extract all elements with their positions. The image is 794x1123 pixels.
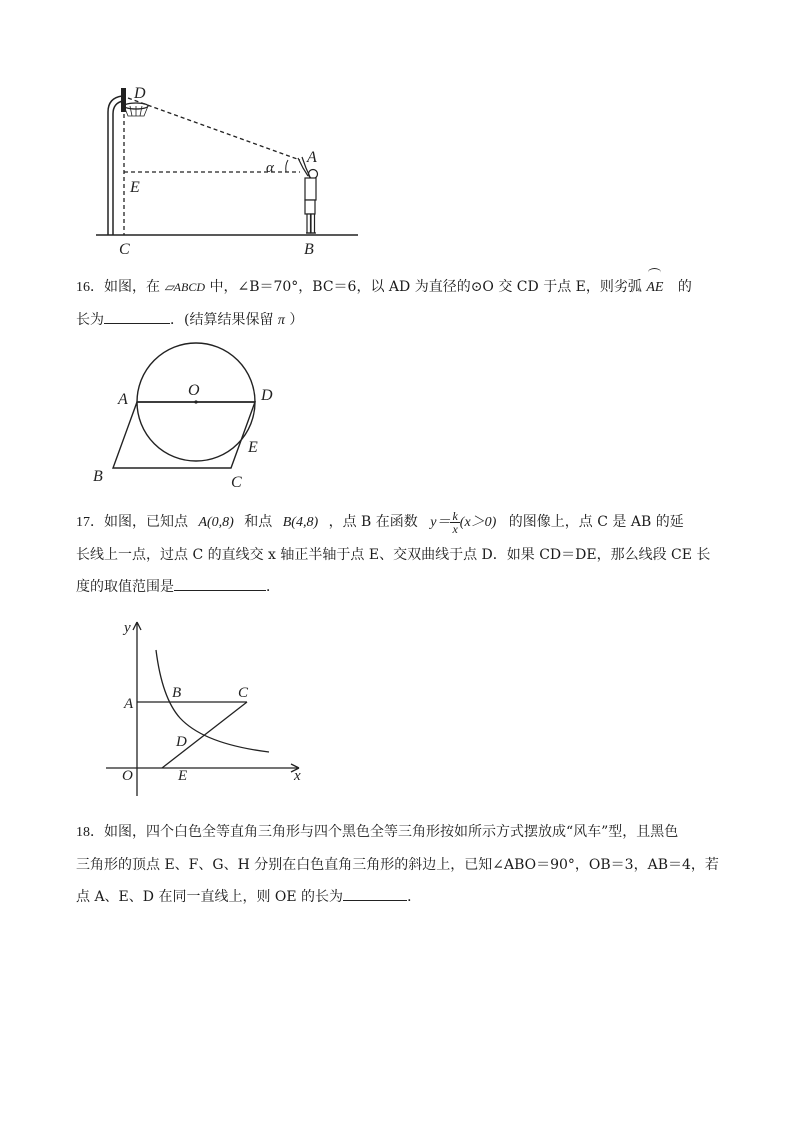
dashed-line-DA [128,98,300,160]
question-number: 17． [76,515,104,530]
label-B: B [172,685,182,701]
answer-blank-16[interactable] [104,305,170,324]
arc-AE: AE [646,268,663,304]
point-A-coords: A(0,8) [198,515,234,530]
question-17-line-3 [76,571,726,603]
q17-text-c: ，点 B 在函数 [328,514,418,530]
label-B: B [93,468,103,485]
label-A: A [307,149,317,166]
question-18-line-2: 三角形的顶点 E、F、G、H 分别在白色直角三角形的斜边上，已知∠ABO＝90°，OB＝3，AB＝4，若 [76,857,719,873]
label-E: E [178,768,188,784]
q16-text-a: 如图，在 [104,279,160,295]
parallelogram-ABCD: ▱ABCD [164,280,206,294]
person-icon [298,157,318,233]
parallelogram-ABCD-shape [113,402,255,468]
question-18 [76,816,726,913]
label-O: O [188,382,200,399]
q18-line1: 如图，四个白色全等直角三角形与四个黑色全等三角形按如所示方式摆放成“风车”型，且黑色 [104,824,679,840]
function-y: y＝ [430,515,451,530]
question-16-line-2 [76,304,726,337]
question-17-line-1 [76,506,726,539]
q17-text-d: 的图像上，点 C 是 AB 的延 [508,514,684,530]
figure-17 [104,618,309,798]
q16-text-f: ） [289,312,304,328]
q17-text-a: 如图，已知点 [104,514,188,530]
q17-text-b: 和点 [244,514,273,530]
label-D: D [134,85,146,102]
label-A: A [124,696,134,712]
basketball-figure [90,80,365,260]
q16-text-d: 长为 [76,312,104,328]
question-17 [76,506,726,603]
question-17-line-2: 长线上一点，过点 C 的直线交 x 轴正半轴于点 E、交双曲线于点 D．如果 CD＝DE，那么线段 CE 长 [76,547,711,563]
q18-line3-end: ． [407,889,422,905]
angle-alpha-arc [286,160,288,172]
label-alpha: α [266,160,274,176]
question-16 [76,268,726,337]
q17-line3: 度的取值范围是 [76,579,174,595]
label-D: D [261,387,273,404]
question-18-line-3 [76,881,726,913]
label-B: B [304,241,314,258]
label-O: O [122,768,133,784]
question-16-line-1 [76,268,726,304]
q17-line3-end: ． [266,579,280,595]
q18-line3: 点 A、E、D 在同一直线上，则 OE 的长为 [76,889,344,905]
label-E: E [248,439,258,456]
label-y: y [124,620,131,636]
fraction-numerator: k [452,508,458,523]
label-C: C [231,474,242,491]
fraction-denominator: x [452,521,458,536]
q16-text-b: 中，∠B＝70°，BC＝6，以 AD 为直径的⊙O 交 CD 于点 E，则劣弧 [209,279,642,295]
function-condition: (x＞0) [459,515,497,530]
question-18-line-1 [76,816,726,849]
hoop-net [124,106,148,116]
hoop-pole-inner [113,101,124,235]
q16-text-c: 的 [677,279,692,295]
label-E: E [130,179,140,196]
answer-blank-18[interactable] [343,882,407,901]
label-C: C [119,241,130,258]
pi-symbol: π [277,313,285,328]
hyperbola-curve [156,650,269,752]
label-A: A [118,391,128,408]
label-C: C [238,685,249,701]
question-number: 16． [76,280,104,295]
answer-blank-17[interactable] [174,572,266,591]
label-D: D [176,734,187,750]
hoop-pole [108,96,124,235]
point-B-coords: B(4,8) [282,515,319,530]
function-expression [430,508,501,536]
q16-text-e: ．(结算结果保留 [170,312,274,328]
question-number: 18． [76,825,104,840]
label-x: x [294,768,301,784]
figure-16 [90,340,290,495]
function-fraction [450,510,459,535]
